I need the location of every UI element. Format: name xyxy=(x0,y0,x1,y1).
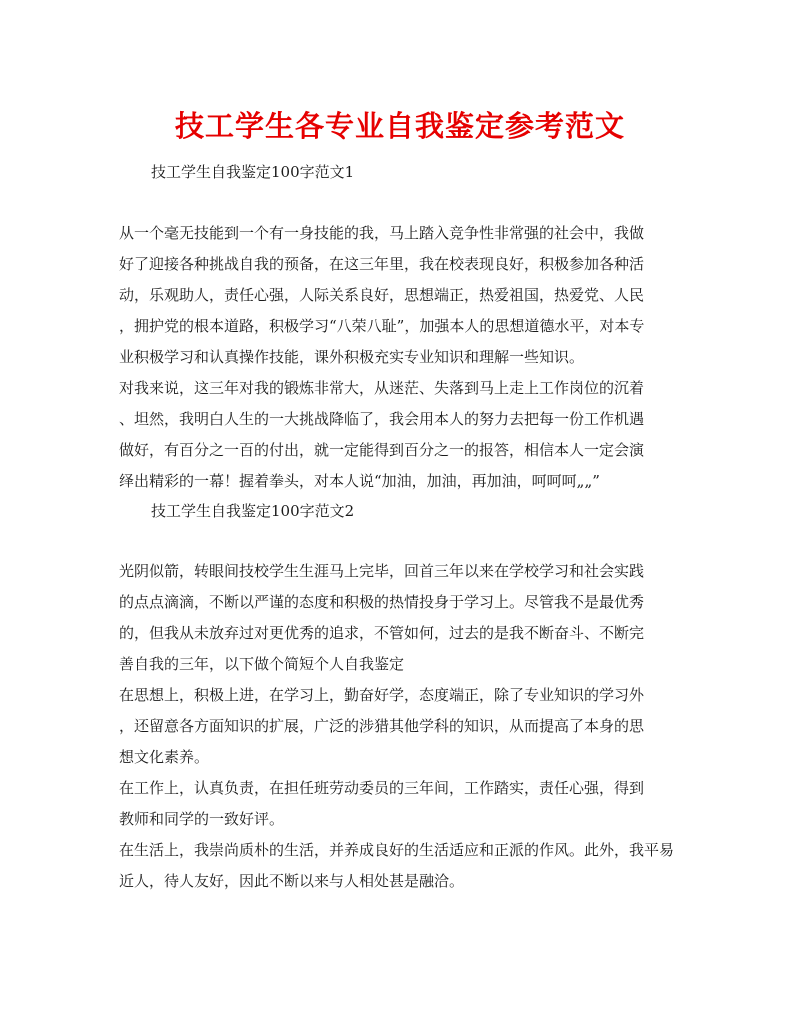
paragraph-line: 、坦然，我明白人生的一大挑战降临了，我会用本人的努力去把每一份工作机遇 xyxy=(119,410,645,428)
paragraph-line: 在生活上，我崇尚质朴的生活，并养成良好的生活适应和正派的作风。此外，我平易 xyxy=(119,841,675,859)
paragraph-line: 近人，待人友好，因此不断以来与人相处甚是融洽。 xyxy=(119,872,465,890)
paragraph-line: 好了迎接各种挑战自我的预备，在这三年里，我在校表现良好，积极参加各种活 xyxy=(119,255,645,273)
paragraph-line: 在工作上，认真负责，在担任班劳动委员的三年间，工作踏实，责任心强，得到 xyxy=(119,779,645,797)
paragraph-line: 做好，有百分之一百的付出，就一定能得到百分之一的报答，相信本人一定会演 xyxy=(119,441,645,459)
section-1-heading: 技工学生自我鉴定100字范文1 xyxy=(151,163,355,181)
paragraph-line: 在思想上，积极上进，在学习上，勤奋好学，态度端正，除了专业知识的学习外 xyxy=(119,686,645,704)
paragraph-line: 对我来说，这三年对我的锻炼非常大，从迷茫、失落到马上走上工作岗位的沉着 xyxy=(119,379,645,397)
paragraph-line: ，拥护党的根本道路，积极学习“八荣八耻”，加强本人的思想道德水平，对本专 xyxy=(119,317,645,335)
paragraph-line: 善自我的三年，以下做个简短个人自我鉴定 xyxy=(119,655,405,673)
paragraph-line: 绎出精彩的一幕！握着拳头，对本人说“加油，加油，再加油，呵呵呵„„” xyxy=(119,472,600,490)
paragraph-line: 动，乐观助人，责任心强，人际关系良好，思想端正，热爱祖国，热爱党、人民 xyxy=(119,286,645,304)
paragraph-line: 光阴似箭，转眼间技校学生生涯马上完毕，回首三年以来在学校学习和社会实践 xyxy=(119,562,645,580)
paragraph-line: ，还留意各方面知识的扩展，广泛的涉猎其他学科的知识，从而提高了本身的思 xyxy=(119,717,645,735)
paragraph-line: 的，但我从未放弃过对更优秀的追求，不管如何，过去的是我不断奋斗、不断完 xyxy=(119,624,645,642)
document-title: 技工学生各专业自我鉴定参考范文 xyxy=(174,109,625,143)
paragraph-line: 业积极学习和认真操作技能，课外积极充实专业知识和理解一些知识。 xyxy=(119,348,585,366)
paragraph-line: 的点点滴滴，不断以严谨的态度和积极的热情投身于学习上。尽管我不是最优秀 xyxy=(119,593,645,611)
paragraph-line: 想文化素养。 xyxy=(119,748,210,766)
section-2-heading: 技工学生自我鉴定100字范文2 xyxy=(151,502,355,520)
paragraph-line: 教师和同学的一致好评。 xyxy=(119,810,285,828)
paragraph-line: 从一个毫无技能到一个有一身技能的我，马上踏入竞争性非常强的社会中，我做 xyxy=(119,224,645,242)
